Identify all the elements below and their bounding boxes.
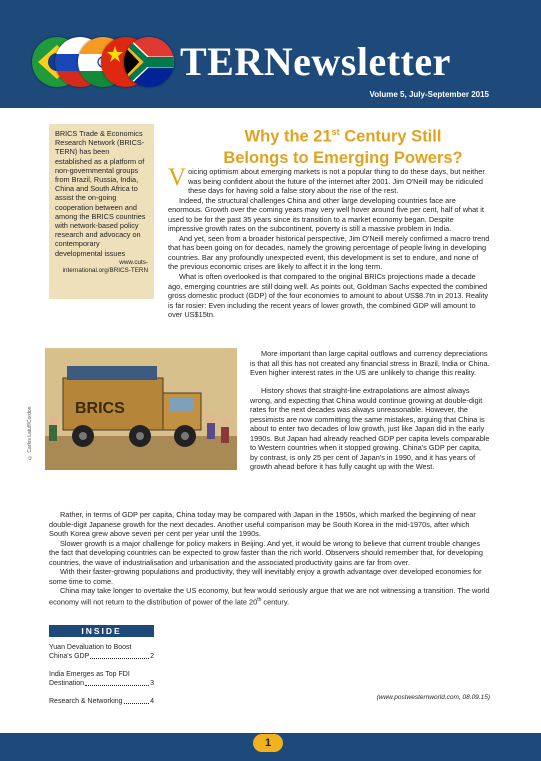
masthead-banner bbox=[0, 0, 541, 108]
title-part: Century Still bbox=[339, 127, 442, 146]
paragraph-text: China may take longer to overtake the US economy, but few would seriously argue that we are not witnessing a transition. The world economy will not return to the distribution of power of the late 20 bbox=[49, 586, 490, 607]
about-brics-tern-box bbox=[49, 124, 154, 299]
newsletter-title: TERNewsletter bbox=[180, 39, 451, 84]
contents-item-title: India Emerges as Top FDI bbox=[49, 671, 130, 678]
contents-item[interactable] bbox=[49, 643, 154, 661]
inside-contents bbox=[49, 625, 154, 706]
paragraph bbox=[168, 272, 490, 320]
paragraph: More important than large capital outflows and currency depreciations is that all this has not created any financial stress in Brazil, India or China. Even higher interest rates in the US are unlikely to change this reality. bbox=[250, 349, 490, 378]
article-title bbox=[168, 122, 518, 169]
paragraph: With their faster-growing populations and productivity, they will inevitably enjoy a growth advantage over developed economies for some time to come. bbox=[49, 567, 482, 586]
contents-item-page: 4 bbox=[150, 698, 154, 705]
paragraph: Slower growth is a major challenge for policy makers in Beijing. And yet, it would be wrong to believe that current trouble changes the fact that developing countries can be expected to grow faster than the rich world. Observers should remember that, for developing countries, the wave of industrialisation and urbanisation and the associated productivity gains are far from over. bbox=[49, 538, 483, 567]
paragraph: Indeed, the structural challenges China and other large developing countries face are enormous. Growth over the coming years may very well hover around five per cent, half of what it used to be for the past 35 years since its transition to a market economy began. Despite impressive growth rates on the subcontinent, poverty is still a massive problem in India. bbox=[168, 195, 484, 234]
superscript: th bbox=[257, 596, 262, 603]
contents-item-title: China's GDP bbox=[49, 653, 90, 660]
brics-flags bbox=[32, 37, 174, 87]
contents-item[interactable] bbox=[49, 697, 154, 706]
contents-item-title: Yuan Devaluation to Boost bbox=[49, 644, 132, 651]
paragraph: And yet, seen from a broader historical perspective, Jim O'Neill merely confirmed a macro trend that has been going on for decades, namely the growing percentage of people living in developing countries. Bar any profoundly unexpected event, this development is set to endure, and none of the previous economic crises are likely to affect it in the long term. bbox=[168, 233, 490, 272]
about-url[interactable]: www.cuts-international.org/BRICS-TERN bbox=[62, 258, 148, 274]
drop-cap: V bbox=[168, 164, 187, 191]
truck-cartoon-illustration bbox=[45, 348, 237, 470]
about-text: BRICS Trade & Economics Research Network (BRICS-TERN) has been established as a platform of non-governmental groups from Brazil, Russia, India, China and South Africa to assist the on-going cooperation between and among the BRICS countries with network-based policy research and advocacy on contemporary developmental issues bbox=[55, 129, 146, 258]
contents-item[interactable] bbox=[49, 670, 154, 688]
south-africa-flag-icon bbox=[124, 37, 174, 87]
paragraph: Rather, in terms of GDP per capita, China today may be compared with Japan in the 1950s, which marked the beginning of near double-digit Japanese growth for the next decades. Another useful comparison may be South Korea in the mid-1970s, after which South Korea grew above seven per cent per year until the 1990s. bbox=[49, 510, 476, 539]
title-part: Why the 21 bbox=[244, 127, 332, 146]
paragraph: History shows that straight-line extrapolations are almost always wrong, and expecting that China would continue growing at double-digit rates for the next decades was always unreasonable. However, the pessimists are now committing the same mistakes, arguing that China is about to enter two decades of low growth, just like Japan did in the early 1990s. But Japan had already reached GDP per capita levels comparable to Western countries when it stopped growing. China's GDP per capita, by contrast, is only 25 per cent of Japan's in 1990, and it has years of growth ahead before it has fully caught up with the West. bbox=[250, 386, 490, 472]
article-body-bottom bbox=[250, 386, 490, 472]
cartoon-credit: © Carlos Latuff/Cordon bbox=[27, 406, 33, 460]
article-body-full bbox=[49, 510, 490, 607]
title-superscript: st bbox=[331, 127, 340, 137]
paragraph-text: oicing optimism about emerging markets is not a popular thing to do these days, but neither was being confident about the future of the internet after 2001. Jim O'Neill may be ridiculed these days for having sold a false story about the rise of the rest. bbox=[188, 167, 485, 196]
paragraph-text: What is often overlooked is that compared to the original BRICs projections made a decade ago, emerging countries are still doing well. As points out, Goldman Sachs expected the combined gross domestic product (GDP) of the four economies to amount to about US$8.7tn in 2013. Reality is far rosier: Even including the recent years of lower growth, the combined GDP will amount to over US$15tn. bbox=[168, 272, 489, 320]
inside-heading: INSIDE bbox=[49, 625, 154, 637]
article-body-wrap bbox=[250, 349, 490, 378]
article-body-top bbox=[168, 164, 490, 320]
article-source[interactable]: (www.postwesternworld.com, 08.09.15) bbox=[376, 694, 490, 701]
contents-item-page: 2 bbox=[150, 653, 154, 660]
title-line-2: Belongs to Emerging Powers? bbox=[223, 148, 463, 167]
svg-text:BRICS: BRICS bbox=[75, 400, 125, 417]
paragraph-text: century. bbox=[261, 597, 289, 607]
contents-item-page: 3 bbox=[150, 680, 154, 687]
cartoon-image bbox=[45, 348, 237, 470]
volume-label: Volume 5, July-September 2015 bbox=[369, 90, 489, 99]
contents-item-title: Destination bbox=[49, 680, 85, 687]
paragraph bbox=[49, 586, 490, 607]
page-number-badge: 1 bbox=[253, 734, 283, 752]
paragraph bbox=[168, 164, 490, 196]
contents-item-title: Research & Networking bbox=[49, 698, 123, 705]
